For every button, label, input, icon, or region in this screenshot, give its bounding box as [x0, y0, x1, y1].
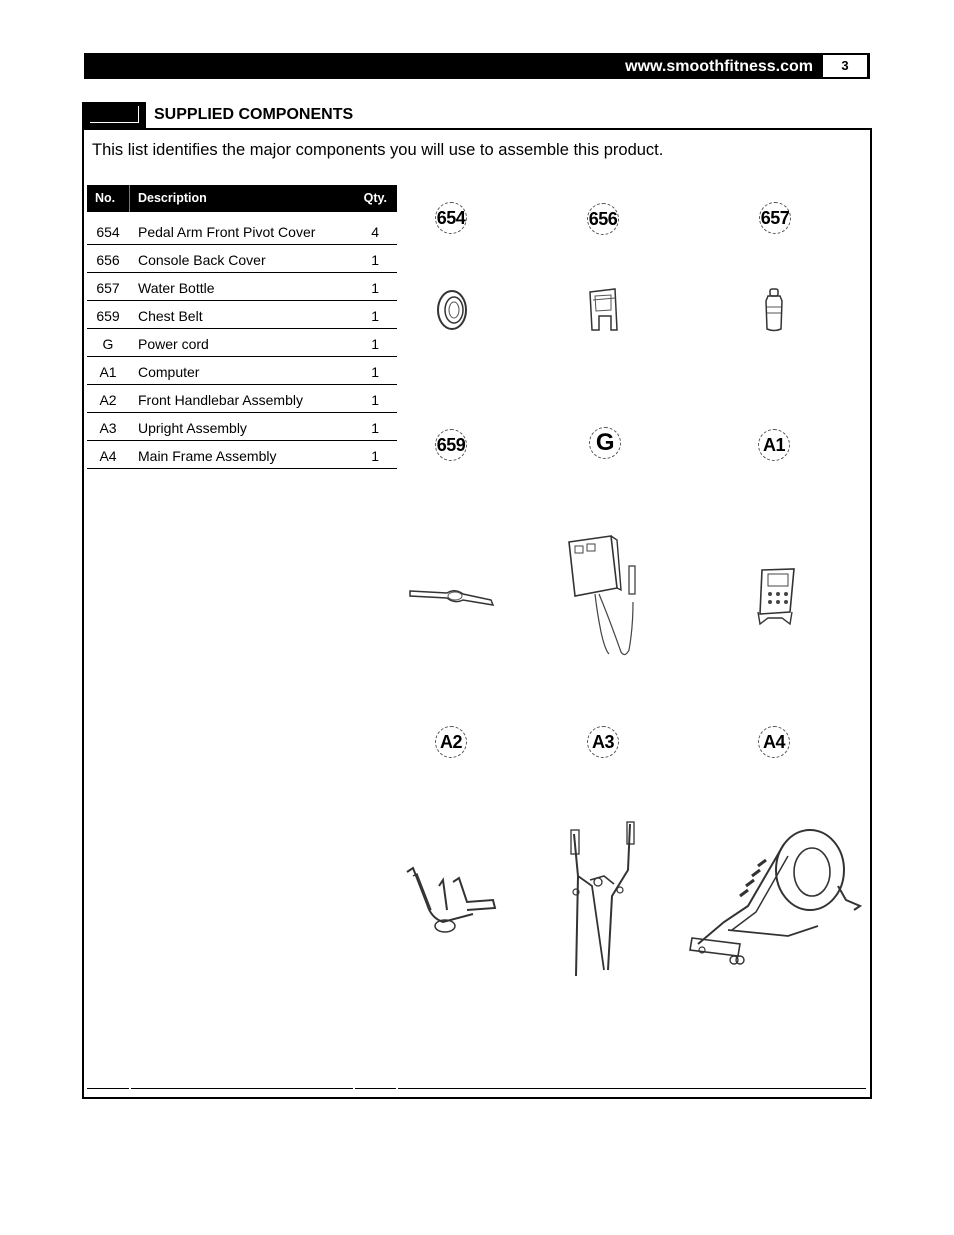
header-no: No.	[95, 191, 116, 205]
page-header	[84, 53, 870, 79]
chest-belt-icon	[407, 586, 497, 608]
table-header	[87, 185, 397, 212]
part-description: Power cord	[138, 336, 209, 352]
part-quantity: 1	[371, 448, 379, 464]
part-number: 656	[96, 252, 120, 268]
part-description: Water Bottle	[138, 280, 215, 296]
part-quantity: 4	[371, 224, 379, 240]
table-row	[87, 386, 397, 413]
part-number: 654	[96, 224, 120, 240]
part-number: A1	[99, 364, 117, 380]
part-label-657: 657	[759, 202, 791, 234]
part-label-a1: A1	[758, 429, 790, 461]
part-description: Pedal Arm Front Pivot Cover	[138, 224, 316, 240]
part-label-a2: A2	[435, 726, 467, 758]
part-label-656: 656	[587, 203, 619, 235]
part-number: G	[102, 336, 114, 352]
part-description: Front Handlebar Assembly	[138, 392, 303, 408]
website-url: www.smoothfitness.com	[625, 58, 813, 75]
header-description: Description	[138, 191, 207, 205]
table-row	[87, 246, 397, 273]
part-description: Computer	[138, 364, 200, 380]
front-handlebar-icon	[403, 864, 499, 936]
part-number: A4	[99, 448, 117, 464]
part-quantity: 1	[371, 392, 379, 408]
section-title: SUPPLIED COMPONENTS	[154, 106, 354, 123]
part-label-a4: A4	[758, 726, 790, 758]
table-bottom-rule	[398, 1088, 866, 1089]
part-description: Main Frame Assembly	[138, 448, 277, 464]
part-description: Console Back Cover	[138, 252, 266, 268]
pivot-cover-icon	[434, 288, 470, 332]
header-qty: Qty.	[363, 191, 387, 205]
table-bottom-rule	[131, 1088, 353, 1089]
part-number: A2	[99, 392, 117, 408]
computer-console-icon	[754, 566, 798, 626]
intro-text: This list identifies the major components you will use to assemble this product.	[92, 141, 664, 159]
table-row	[87, 302, 397, 329]
table-row	[87, 218, 397, 245]
page-number: 3	[823, 55, 867, 77]
part-quantity: 1	[371, 420, 379, 436]
part-description: Chest Belt	[138, 308, 203, 324]
part-label-a3: A3	[587, 726, 619, 758]
part-quantity: 1	[371, 308, 379, 324]
water-bottle-icon	[763, 287, 785, 333]
table-row	[87, 358, 397, 385]
part-number: 659	[96, 308, 120, 324]
part-description: Upright Assembly	[138, 420, 247, 436]
part-quantity: 1	[371, 364, 379, 380]
part-number: 657	[96, 280, 120, 296]
main-frame-icon	[688, 826, 862, 970]
part-label-g: G	[589, 427, 621, 459]
table-bottom-rule	[87, 1088, 129, 1089]
components-table	[87, 185, 397, 469]
console-back-cover-icon	[587, 286, 621, 334]
table-row	[87, 414, 397, 441]
section-tab-marker	[82, 102, 146, 128]
part-quantity: 1	[371, 280, 379, 296]
table-row	[87, 442, 397, 469]
table-bottom-rule	[355, 1088, 396, 1089]
table-row	[87, 274, 397, 301]
upright-assembly-icon	[564, 820, 640, 980]
table-row	[87, 330, 397, 357]
part-quantity: 1	[371, 336, 379, 352]
part-label-654: 654	[435, 202, 467, 234]
part-quantity: 1	[371, 252, 379, 268]
power-cord-icon	[563, 532, 643, 660]
part-label-659: 659	[435, 429, 467, 461]
part-number: A3	[99, 420, 117, 436]
